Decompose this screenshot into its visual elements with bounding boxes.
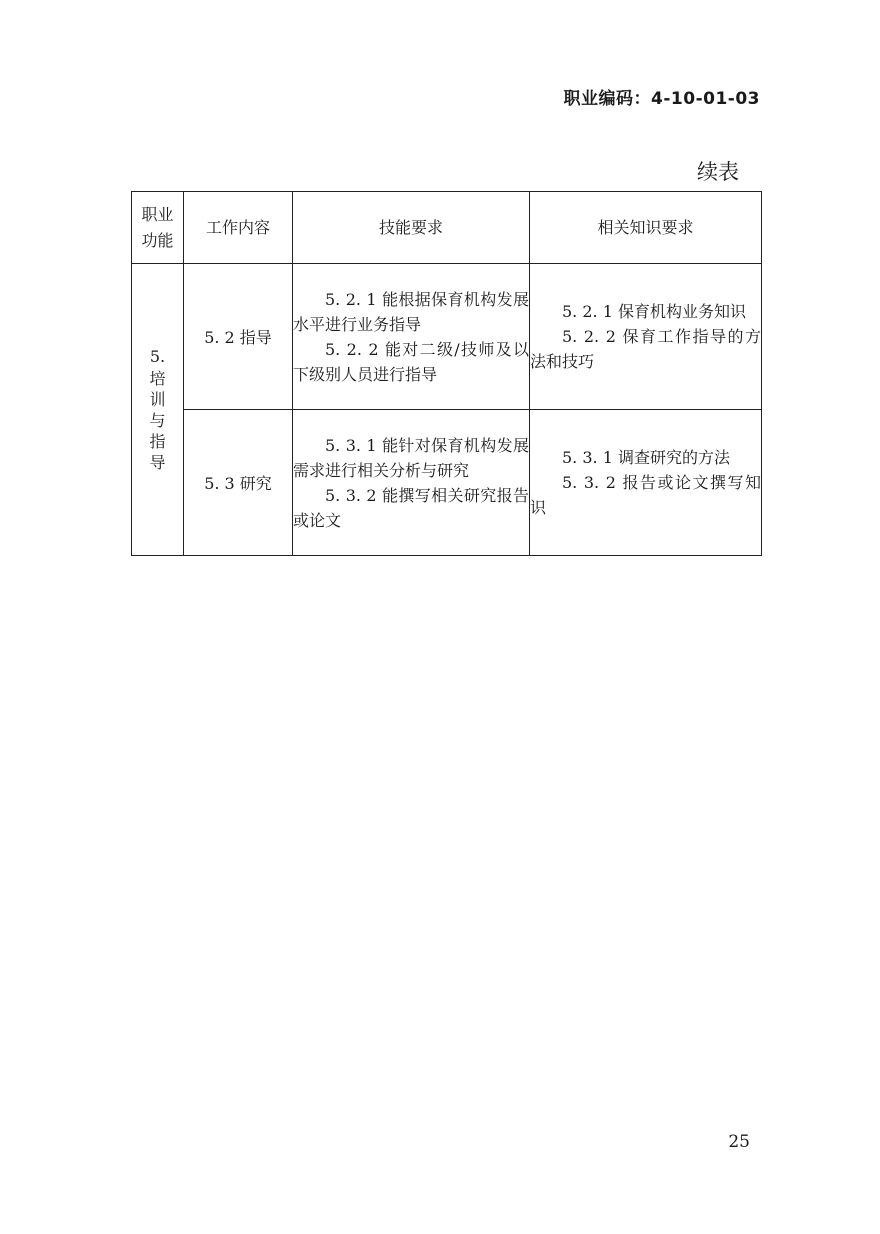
header-skill-requirements: 技能要求	[293, 192, 530, 264]
table-row	[132, 410, 762, 556]
function-cell	[132, 264, 184, 556]
skill-item: 5. 3. 2 能撰写相关研究报告或论文	[293, 485, 529, 530]
skills-cell	[293, 410, 530, 556]
table-row	[132, 264, 762, 410]
work-content-cell: 5. 3 研究	[184, 410, 293, 556]
continued-table-label: 续表	[697, 160, 739, 184]
header-knowledge-requirements: 相关知识要求	[530, 192, 762, 264]
knowledge-item: 5. 3. 1 调查研究的方法	[562, 448, 730, 467]
knowledge-item: 5. 2. 2 保育工作指导的方法和技巧	[530, 327, 761, 371]
work-content-cell: 5. 2 指导	[184, 264, 293, 410]
skill-item: 5. 2. 1 能根据保育机构发展水平进行业务指导	[293, 289, 529, 334]
knowledge-item: 5. 3. 2 报告或论文撰写知识	[530, 473, 761, 517]
skills-cell	[293, 264, 530, 410]
skill-item: 5. 3. 1 能针对保育机构发展需求进行相关分析与研究	[293, 435, 529, 480]
occupation-code: 职业编码：4-10-01-03	[563, 89, 760, 109]
function-number: 5.	[149, 347, 166, 366]
knowledge-cell	[530, 410, 762, 556]
knowledge-item: 5. 2. 1 保育机构业务知识	[562, 302, 746, 321]
skill-item: 5. 2. 2 能对二级/技师及以下级别人员进行指导	[293, 339, 529, 384]
page-number: 25	[728, 1132, 750, 1152]
function-name: 培训与指导	[149, 369, 166, 472]
skill-standard-table	[131, 191, 762, 556]
knowledge-cell	[530, 264, 762, 410]
table-header-row	[132, 192, 762, 264]
header-work-content: 工作内容	[184, 192, 293, 264]
header-function: 职业 功能	[132, 192, 184, 264]
